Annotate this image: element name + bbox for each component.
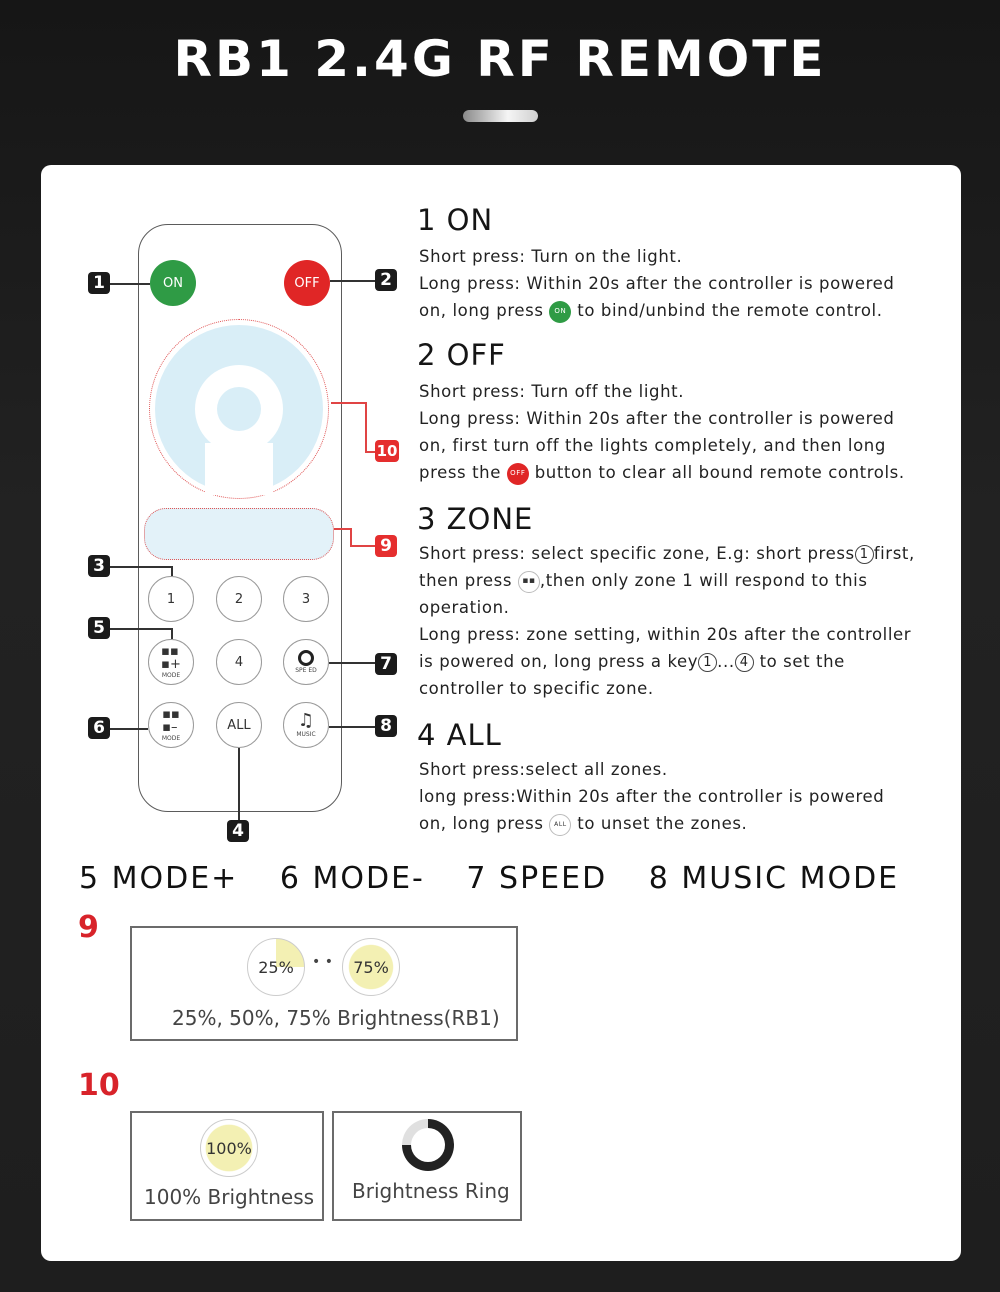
- section-on-line: [419, 297, 894, 324]
- leader-line-1: [110, 283, 150, 285]
- section-all-text-fragment: on, long press: [419, 814, 544, 833]
- section-zone-text-fragment: first,: [873, 544, 915, 563]
- speed-icon: [298, 650, 314, 666]
- mode-minus-label: MODE: [161, 735, 181, 742]
- section-zone-text-fragment: ,then only zone 1 will respond to this: [539, 571, 868, 590]
- callout-6: 6: [88, 717, 110, 739]
- section-all-title: 4 ALL: [417, 718, 502, 752]
- leader-line-5b: [171, 628, 173, 639]
- section-on-line: Short press: Turn on the light.: [419, 247, 683, 266]
- callout-3: 3: [88, 555, 110, 577]
- brightness-bar[interactable]: [144, 508, 334, 560]
- section-zone-text-fragment: is powered on, long press a key: [419, 652, 699, 671]
- zone-3-label: 3: [301, 591, 311, 607]
- on-button-label: ON: [163, 275, 183, 291]
- section-on-text-fragment: on, long press: [419, 301, 544, 320]
- function-music-mode: 8 MUSIC MODE: [648, 861, 900, 896]
- section-zone-text-fragment: ...: [717, 652, 735, 671]
- speed-button[interactable]: [283, 639, 329, 685]
- panel-9-label: 9: [78, 910, 99, 945]
- leader-line-6: [110, 728, 148, 730]
- brightness-wheel-center: [217, 387, 261, 431]
- zone-4-button[interactable]: [216, 639, 262, 685]
- panel-10-right: [332, 1111, 522, 1221]
- section-on-line: Long press: Within 20s after the controller is powered: [419, 274, 895, 293]
- brightness-ring-icon-hole: [411, 1128, 445, 1162]
- section-zone-line: [419, 648, 915, 675]
- off-button[interactable]: [284, 260, 330, 306]
- content-card: [41, 165, 961, 1261]
- callout-10: 10: [376, 442, 398, 460]
- section-on-title: 1 ON: [417, 203, 494, 237]
- page-title: RB1 2.4G RF REMOTE: [173, 30, 827, 88]
- off-button-label: OFF: [294, 275, 320, 291]
- leader-line-8: [329, 726, 375, 728]
- section-off-title: 2 OFF: [417, 338, 506, 372]
- mode-minus-button[interactable]: [148, 702, 194, 748]
- all-inline-icon: ALL: [549, 814, 571, 836]
- mode-inline-icon: ▪▪: [518, 571, 540, 593]
- music-label: MUSIC: [296, 731, 316, 738]
- function-speed: 7 SPEED: [466, 861, 608, 896]
- leader-line-9b: [350, 528, 352, 546]
- brightness-100-indicator: [200, 1119, 258, 1177]
- section-zone-line: controller to specific zone.: [419, 679, 654, 698]
- brightness-25-indicator: [247, 938, 305, 996]
- zone-2-button[interactable]: [216, 576, 262, 622]
- brightness-100-label: 100%: [206, 1138, 252, 1158]
- section-on-text: [419, 243, 894, 324]
- panel-10-left-caption: 100% Brightness: [144, 1185, 315, 1209]
- section-off-line: Short press: Turn off the light.: [419, 382, 685, 401]
- music-button[interactable]: [283, 702, 329, 748]
- section-zone-line: operation.: [419, 598, 510, 617]
- leader-line-2: [330, 280, 375, 282]
- on-inline-icon: ON: [549, 301, 571, 323]
- on-button[interactable]: [150, 260, 196, 306]
- mode-plus-button[interactable]: [148, 639, 194, 685]
- section-all-line: Short press:select all zones.: [419, 760, 668, 779]
- section-all-line: long press:Within 20s after the controller is powered: [419, 787, 885, 806]
- callout-5: 5: [88, 617, 110, 639]
- section-zone-text-fragment: to set the: [759, 652, 845, 671]
- section-all-text: [419, 756, 884, 837]
- callout-4: 4: [227, 820, 249, 842]
- panel-10-left: [130, 1111, 324, 1221]
- progress-dots: • •: [312, 954, 333, 970]
- zone-4-label: 4: [234, 654, 244, 670]
- section-zone-title: 3 ZONE: [417, 502, 534, 536]
- music-note-icon: ♫: [297, 710, 315, 731]
- zone-2-label: 2: [234, 591, 244, 607]
- mode-plus-icon: ▪▪ ▪+: [161, 644, 181, 672]
- leader-line-10a: [331, 402, 366, 404]
- section-zone-line: [419, 567, 915, 594]
- section-on-text-fragment: to bind/unbind the remote control.: [577, 301, 883, 320]
- function-legend-row: [79, 861, 929, 896]
- section-zone-text-fragment: then press: [419, 571, 513, 590]
- section-zone-line: Long press: zone setting, within 20s after the controller: [419, 625, 912, 644]
- leader-line-5a: [110, 628, 172, 630]
- panel-10-label: 10: [78, 1068, 120, 1103]
- function-mode-minus: 6 MODE-: [279, 861, 425, 896]
- key-1-inline-icon: 1: [698, 653, 717, 672]
- leader-line-10b: [365, 402, 367, 452]
- leader-line-3a: [110, 566, 172, 568]
- section-off-text-fragment: button to clear all bound remote controls.: [534, 463, 905, 482]
- brightness-25-label: 25%: [258, 957, 294, 977]
- panel-9: [130, 926, 518, 1041]
- section-off-line: on, first turn off the lights completely, and then long: [419, 436, 886, 455]
- section-zone-text-fragment: Short press: select specific zone, E.g: short press: [419, 544, 855, 563]
- panel-9-caption: 25%, 50%, 75% Brightness(RB1): [172, 1006, 500, 1030]
- section-off-text: [419, 378, 905, 486]
- leader-line-7: [329, 662, 375, 664]
- brightness-ring-icon: [402, 1119, 454, 1171]
- section-all-line: [419, 810, 884, 837]
- section-off-text-fragment: press the: [419, 463, 501, 482]
- brightness-wheel-gap: [205, 443, 273, 495]
- callout-9: 9: [375, 535, 397, 557]
- callout-1: 1: [88, 272, 110, 294]
- off-inline-icon: OFF: [507, 463, 529, 485]
- leader-line-4: [238, 748, 240, 820]
- panel-10-right-caption: Brightness Ring: [352, 1179, 510, 1203]
- key-1-inline-icon: 1: [855, 545, 874, 564]
- section-off-line: [419, 459, 905, 486]
- function-mode-plus: 5 MODE+: [79, 861, 239, 896]
- leader-line-10c: [365, 451, 375, 453]
- brightness-75-indicator: [342, 938, 400, 996]
- section-all-text-fragment: to unset the zones.: [577, 814, 748, 833]
- all-button[interactable]: [216, 702, 262, 748]
- zone-3-button[interactable]: [283, 576, 329, 622]
- section-off-line: Long press: Within 20s after the controller is powered: [419, 409, 895, 428]
- brightness-75-label: 75%: [353, 957, 389, 977]
- section-zone-line: [419, 540, 915, 567]
- all-label: ALL: [227, 717, 251, 733]
- section-zone-text: [419, 540, 915, 702]
- callout-8: 8: [375, 715, 397, 737]
- mode-minus-icon: ▪▪ ▪–: [162, 707, 180, 735]
- brightness-wheel-ring: [155, 325, 323, 493]
- callout-2: 2: [375, 269, 397, 291]
- leader-line-9a: [334, 528, 351, 530]
- leader-line-9c: [350, 545, 375, 547]
- brightness-wheel[interactable]: [149, 319, 329, 499]
- leader-line-3b: [171, 566, 173, 576]
- speed-label: SPE ED: [295, 667, 317, 674]
- callout-7: 7: [375, 653, 397, 675]
- zone-1-button[interactable]: [148, 576, 194, 622]
- zone-1-label: 1: [166, 591, 176, 607]
- mode-plus-label: MODE: [161, 672, 181, 679]
- key-4-inline-icon: 4: [735, 653, 754, 672]
- title-underline-bar: [463, 110, 538, 122]
